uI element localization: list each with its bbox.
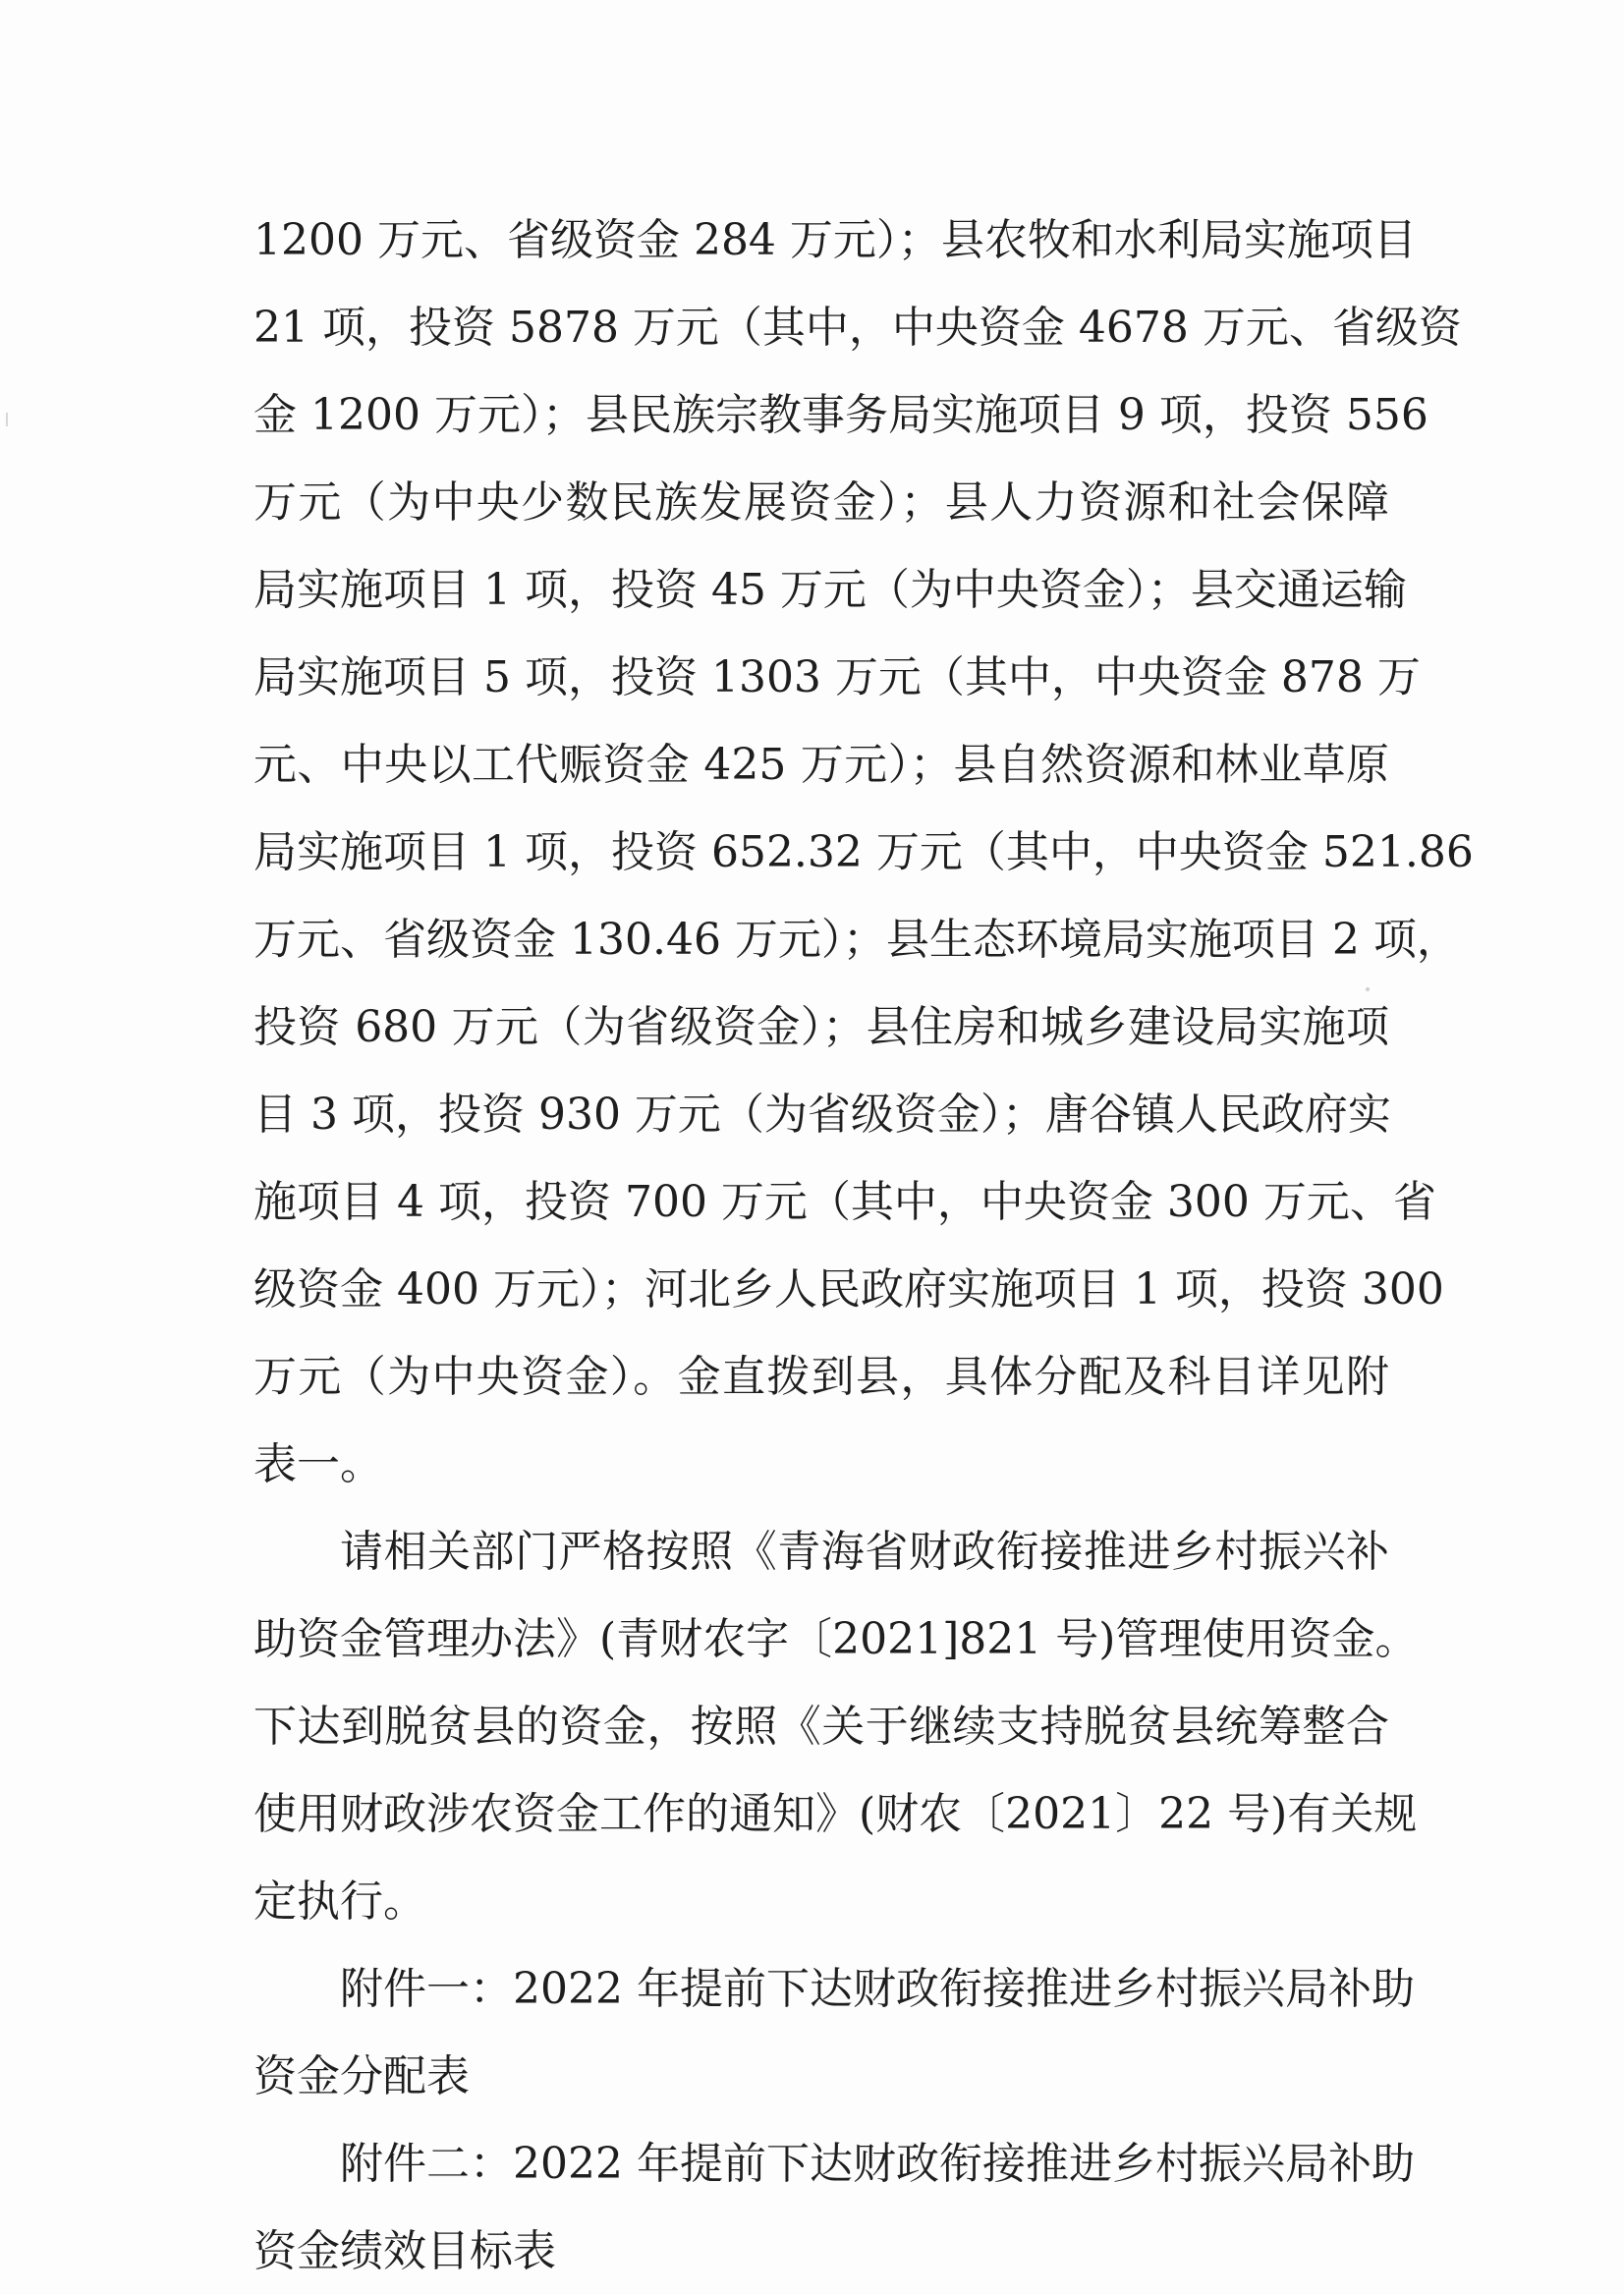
text-line: 局实施项目 1 项，投资 652.32 万元（其中，中央资金 521.86 — [253, 827, 1474, 877]
text-line: 资金分配表 — [253, 2051, 470, 2101]
text-line: 使用财政涉农资金工作的通知》(财农〔2021〕22 号)有关规 — [253, 1789, 1418, 1839]
text-line: 21 项，投资 5878 万元（其中，中央资金 4678 万元、省级资 — [253, 303, 1462, 353]
text-line: 万元（为中央资金）。金直拨到县，具体分配及科目详见附 — [253, 1352, 1389, 1402]
text-line: 目 3 项，投资 930 万元（为省级资金）；唐谷镇人民政府实 — [253, 1090, 1391, 1140]
text-line: 级资金 400 万元）；河北乡人民政府实施项目 1 项，投资 300 — [253, 1264, 1444, 1315]
text-line: 下达到脱贫县的资金，按照《关于继续支持脱贫县统筹整合 — [253, 1702, 1389, 1752]
text-line: 助资金管理办法》(青财农字〔2021]821 号)管理使用资金。 — [253, 1614, 1419, 1664]
text-line: 局实施项目 1 项，投资 45 万元（为中央资金）；县交通运输 — [253, 565, 1407, 615]
text-line: 金 1200 万元）；县民族宗教事务局实施项目 9 项，投资 556 — [253, 390, 1428, 440]
text-line: 1200 万元、省级资金 284 万元）；县农牧和水利局实施项目 — [253, 215, 1417, 265]
text-line: 万元（为中央少数民族发展资金）；县人力资源和社会保障 — [253, 477, 1389, 528]
text-line: 请相关部门严格按照《青海省财政衔接推进乡村振兴补 — [340, 1527, 1389, 1577]
document-body — [253, 196, 1474, 2295]
text-line: 定执行。 — [253, 1876, 426, 1927]
text-line: 附件二：2022 年提前下达财政衔接推进乡村振兴局补助 — [340, 2139, 1415, 2189]
text-line: 资金绩效目标表 — [253, 2226, 556, 2276]
text-line: 表一。 — [253, 1439, 383, 1489]
text-line: 万元、省级资金 130.46 万元）；县生态环境局实施项目 2 项， — [253, 915, 1460, 965]
text-line: 元、中央以工代赈资金 425 万元）；县自然资源和林业草原 — [253, 740, 1389, 790]
text-line: 施项目 4 项，投资 700 万元（其中，中央资金 300 万元、省 — [253, 1177, 1436, 1227]
text-line: 投资 680 万元（为省级资金）；县住房和城乡建设局实施项 — [253, 1002, 1389, 1052]
text-line: 附件一：2022 年提前下达财政衔接推进乡村振兴局补助 — [340, 1964, 1415, 2014]
scan-edge-mark — [6, 413, 8, 426]
text-line: 局实施项目 5 项，投资 1303 万元（其中，中央资金 878 万 — [253, 652, 1421, 702]
